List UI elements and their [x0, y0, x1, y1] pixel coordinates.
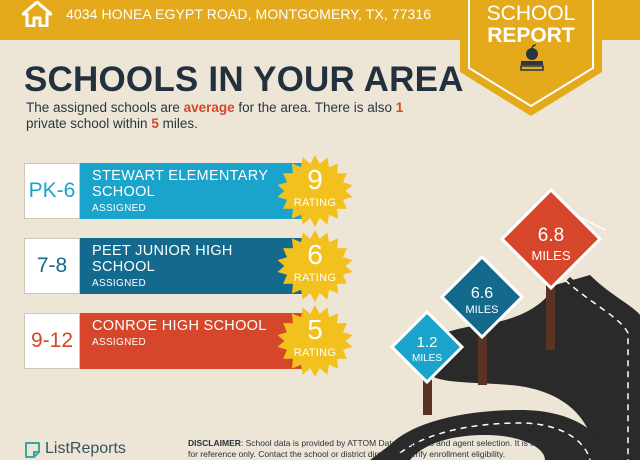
road-illustration: [370, 185, 640, 460]
distance-unit: MILES: [531, 248, 571, 263]
grade-range: 9-12: [24, 313, 80, 369]
listreports-logo-icon: [24, 441, 41, 458]
rating-label: RATING: [293, 347, 337, 359]
school-band: [80, 313, 308, 369]
distance-unit: MILES: [465, 304, 499, 316]
school-band: [80, 163, 308, 219]
disclaimer-label: DISCLAIMER: [188, 438, 241, 448]
search-radius: 5: [151, 116, 159, 131]
distance-unit: MILES: [411, 353, 443, 364]
school-row-junior-high[interactable]: [24, 238, 354, 294]
rating-value: 5: [307, 314, 323, 345]
rating-label: RATING: [293, 272, 337, 284]
disclaimer-text: : School data is provided by ATTOM Data Solutions and agent selection. It is intended for reference only. Contact the school or district directly to verify enrollment eligibility.: [188, 438, 563, 459]
property-address: 4034 HONEA EGYPT ROAD, MONTGOMERY, TX, 77316: [66, 6, 432, 22]
apple-on-books-icon: [518, 44, 546, 72]
private-school-count: 1: [395, 100, 404, 115]
disclaimer: [188, 438, 563, 460]
distance-value: 6.6: [470, 285, 494, 302]
assignment-status: ASSIGNED: [92, 203, 147, 214]
school-row-high[interactable]: [24, 313, 354, 369]
rating-value: 9: [307, 164, 323, 195]
grade-range: PK-6: [24, 163, 80, 219]
distance-value: 1.2: [416, 334, 438, 351]
distance-sign-6-8: [502, 190, 600, 288]
assignment-status: ASSIGNED: [92, 278, 147, 289]
badge-title-line1: SCHOOL: [486, 2, 576, 25]
school-name: PEET JUNIOR HIGH SCHOOL ASSIGNED: [92, 243, 277, 292]
home-icon: [22, 1, 52, 27]
school-band: [80, 238, 308, 294]
page-title: SCHOOLS IN YOUR AREA: [24, 60, 464, 99]
distance-value: 6.8: [537, 225, 565, 246]
rating-value: 6: [307, 239, 323, 270]
school-row-elementary[interactable]: [24, 163, 354, 219]
school-name: STEWART ELEMENTARY SCHOOL ASSIGNED: [92, 168, 277, 217]
listreports-logo[interactable]: [24, 440, 164, 460]
summary-text: The assigned schools are average for the area. There is also 1 private school within 5 miles.: [26, 100, 404, 131]
grade-range: 7-8: [24, 238, 80, 294]
logo-text: ListReports: [45, 440, 126, 457]
badge-title-line2: REPORT: [487, 24, 575, 47]
school-report-badge: [456, 0, 606, 116]
school-quality: average: [183, 100, 235, 115]
rating-label: RATING: [293, 197, 337, 209]
school-name: CONROE HIGH SCHOOL ASSIGNED: [92, 318, 277, 351]
assignment-status: ASSIGNED: [92, 337, 147, 348]
